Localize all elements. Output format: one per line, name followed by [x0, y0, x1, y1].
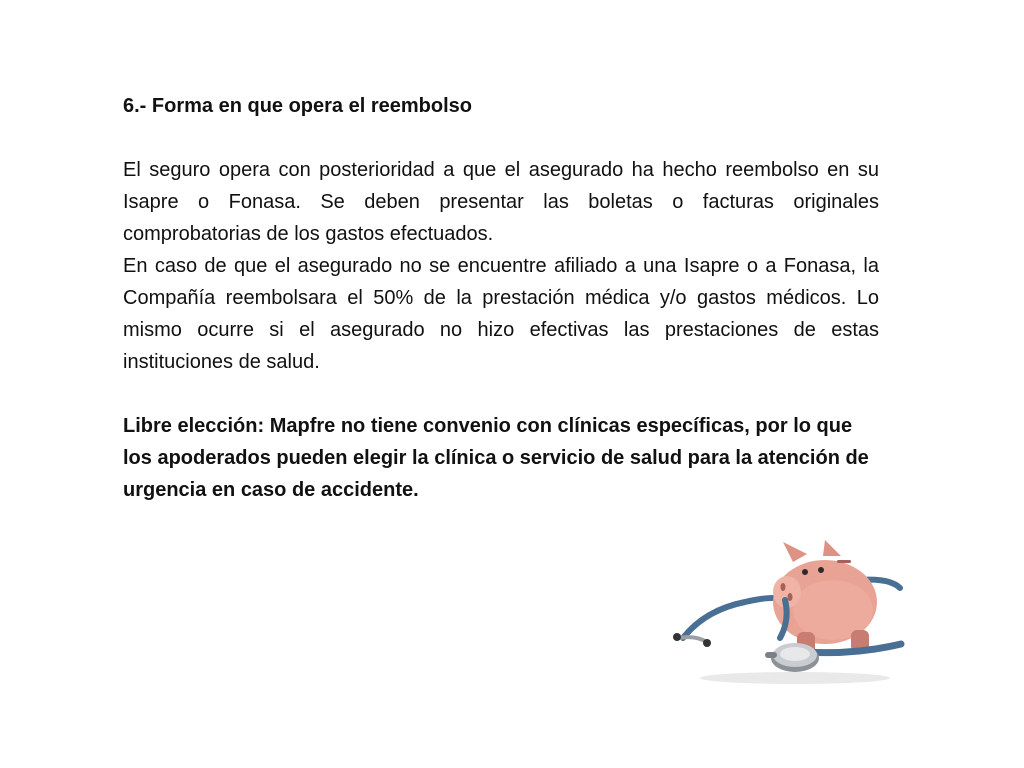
slide-heading: 6.- Forma en que opera el reembolso	[123, 95, 472, 117]
paragraph-reimbursement-process: El seguro opera con posterioridad a que el asegurado ha hecho reembolso en su Isapre o Fonasa. Se deben presentar las boletas o facturas originales comprobatorias de los gastos efectuados.	[123, 159, 879, 245]
free-choice-note: Libre elección: Mapfre no tiene convenio con clínicas específicas, por lo que los apoderados pueden elegir la clínica o servicio de salud para la atención de urgencia en caso de accidente.	[123, 415, 869, 501]
piggy-bank-stethoscope-icon	[665, 540, 905, 690]
paragraph-no-affiliation: En caso de que el asegurado no se encuentre afiliado a una Isapre o a Fonasa, la Compañía reembolsara el 50% de la prestación médica y/o gastos médicos. Lo mismo ocurre si el asegurado no hizo efectivas las prestaciones de estas instituciones de salud.	[123, 255, 879, 373]
text-block	[123, 90, 879, 506]
